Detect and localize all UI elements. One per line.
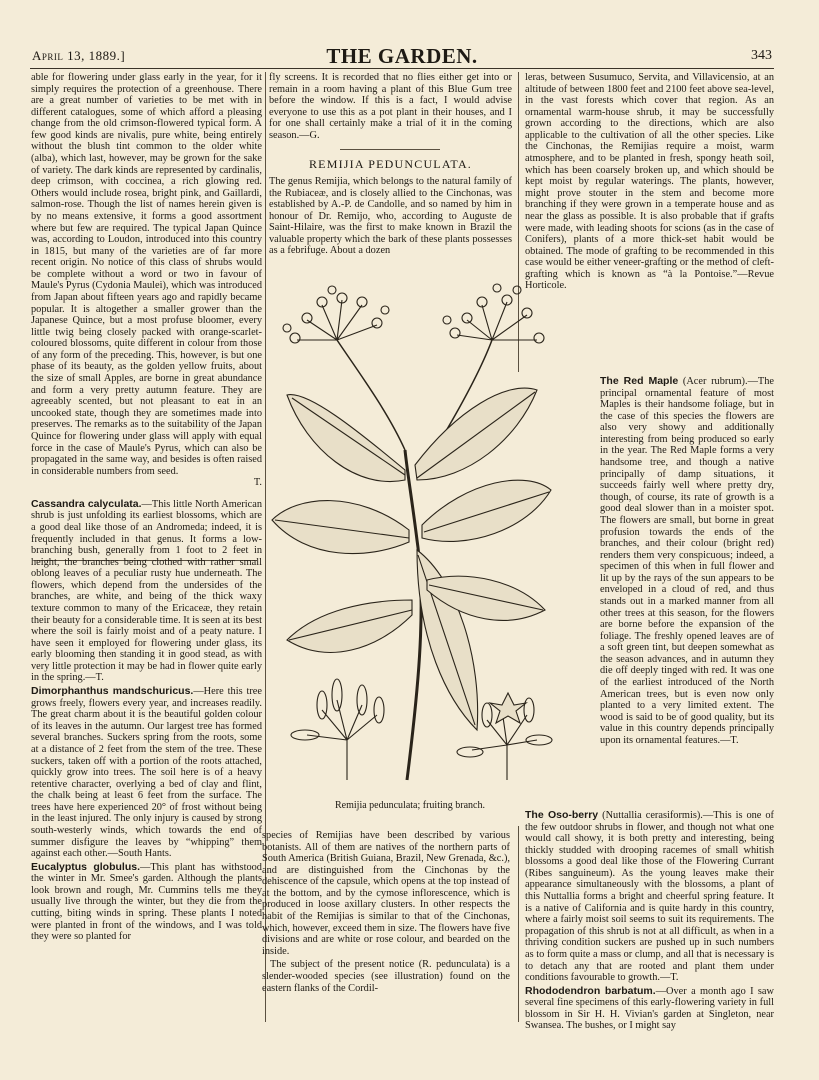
cassandra-heading: Cassandra calyculata. xyxy=(31,497,142,510)
page-number: 343 xyxy=(751,48,772,63)
column-divider-2b xyxy=(518,826,519,1022)
column-2-top xyxy=(269,72,512,144)
eucalyptus-continued: fly screens. It is recorded that no flies either get into or remain in a room having a plant of this Blue Gum tree before the window. If this is a fact, I would advise everyone to use this as a pot plant in their houses, and I for one shall certainly make a trial of it in the coming season.—G. xyxy=(269,72,512,141)
eucalyptus-article: Eucalyptus globulus.—This plant has withstood the winter in Mr. Smee's garden. Although the plants look brown and rough, Mr. Cummins tells me they usually live through the winter, but they die from the cutting, biting winds in spring. These plants I noted were planted in front of the windows, and I was told they were so planted for xyxy=(31,860,262,943)
oso-berry-heading: The Oso-berry xyxy=(525,809,599,821)
quince-article: able for flowering under glass early in the year, for it simply requires the protection of a greenhouse. There are a great number of varieties to be met with in different catalogues, some of which afford a pleasing change from the old crimson-flowered typical form. A few good kinds are nivalis, pure white, being entirely without the blush tint common to the older white (alba), which last, however, may be grown for the sake of variety. The dark kinds are represented by cardinalis, deep crimson, with coccinea, a rich glowing red. Others would include rosea, bright pink, and Gaillardi, salmon-rose. Though the list of names herein given is by no means extensive, it forms a good assortment where but few are required. The typical Japan Quince was, according to Loudon, introduced into this country in 1815, but many of the varieties are of far more recent origin. No notice of this class of shrubs would be complete without a word or two in favour of Maule's Pyrus (Cydonia Maulei), which was introduced from Japan about fifteen years ago and rapidly became popular. It is altogether a smaller grower than the Japanese Quince, but a most profuse bloomer, every little twig being closely packed with orange-scarlet-coloured blossoms, quite different in colour from those of any form of the preceding. This, however, is but one phase of its beauty, as the golden yellow fruits, about the size of small Apples, are borne in great abundance and form a very pretty autumn feature. They are agreeably scented, but not pleasant to eat in an uncooked state, though they are sometimes made into preserves. The remarks as to the suitability of the Japan Quince for flowering under glass will apply with equal force in the case of Maule's Pyrus, which can also be propagated in the same way, and besides is often raised in considerable numbers from seed. T. xyxy=(31,72,262,489)
right-flower-cluster xyxy=(443,284,544,343)
cassandra-article: Cassandra calyculata.—This little North American shrub is just unfolding its earliest blossoms, which are a good deal like those of an Andromeda; indeed, it is frequently included in that genus. It forms a low-branching bush, generally from 1 foot to 2 feet in height, the branches being clothed with rather small oblong leaves of a peculiar rusty hue underneath. The flowers, which depend from the undersides of the branches, are white, and being of the thick waxy texture common to many of the Ericaceæ, they retain their beauty for a considerable time. It is seen at its best where the soil is fairly moist and of a peaty nature. I have seen it employed for flowering under glass, its early blooming then standing it in good stead, as with very little protection it may be had in flower quite early in the spring.—T. xyxy=(31,497,263,684)
column-2-bottom xyxy=(262,830,510,1018)
rhododendron-text: Rhododendron barbatum.—Over a month ago I saw several fine specimens of this early-flowering variety in full blossom in Sir H. H. Vivian's garden at Singleton, near Swansea. The bushes, or I might say xyxy=(525,984,774,1032)
journal-title: THE GARDEN. xyxy=(326,44,478,68)
section-title: REMIJIA PEDUNCULATA. xyxy=(308,157,473,171)
header-rule xyxy=(30,68,774,69)
fruit-sprig-left xyxy=(291,679,384,780)
remijia-subject: The subject of the present notice (R. pedunculata) is a slender-wooded species (see illustration) found on the eastern flanks of the Cordil- xyxy=(262,959,510,994)
rhododendron-heading: Rhododendron barbatum. xyxy=(525,984,656,997)
signature: T. xyxy=(253,477,262,489)
remijia-continued: leras, between Susumuco, Servita, and Villavicensio, at an altitude of between 1800 feet and 2100 feet above sea-level, in the vast forests which cover that region. As an ornamental warm-house shrub, it may be successfully grown according to the directions, which are also applicable to the cultivation of all the other species. Like the Cinchonas, the Remijias require a moist, warm atmosphere, and to be planted in fresh, spongy heath soil, which has been coarsely broken up, and which should be kept moist by regular waterings. The plants, however, might prove stouter in the stem and become more branching if they were grown in a temperate house and as near the glass as possible. It is also probable that if grafts were made, with leading shoots for scions (as in the case of Conifers), plants of a more thick-set habit would be obtained. The mode of grafting to be recommended in this case would be either veneer-grafting or the method of cleft-grafting which is known as “à la Pontoise.”—Revue Horticole. xyxy=(525,72,774,292)
column-3-bottom xyxy=(525,809,774,1032)
issue-date: April 13, 1889.] xyxy=(32,48,126,63)
remijia-intro-text: The genus Remijia, which belongs to the natural family of the Rubiaceæ, and is closely allied to the Cinchonas, was established by A.-P. de Candolle, and so named by him in honour of Dr. Remijo, who, according to Auguste de Saint-Hilaire, was the first to make known in Brazil the valuable property which the bark of these plants possesses as a febrifuge. About a dozen xyxy=(269,176,512,257)
column-1 xyxy=(31,72,262,1012)
left-flower-cluster xyxy=(283,286,389,343)
red-maple-text: The Red Maple (Acer rubrum).—The principal ornamental feature of most Maples is their handsome foliage, but in the case of this species the flowers are also very showy and additionally interesting from being produced so early in the year. The Red Maple forms a very handsome tree, and though a native principally of damp situations, it succeeds fairly well where pretty dry, though, of course, its rate of growth is a good deal slower than in a moister spot. The flowers are small, but borne in great profusion towards the ends of the branches, and their colour (bright red) renders them very conspicuous; indeed, a specimen of this when in full flower and lit up by the rays of the sun appears to be enveloped in a cloud of red, and thus stands out in a marked manner from all other trees at this season, for the flowers are borne before the expansion of the foliage. The freshly opened leaves are of a soft green tint, but deepen somewhat as the season advances, and in autumn they die off deeply tinged with red. It was one of the earliest introduced of the North American trees, but is even now only planted to a very limited extent. The wood is said to be of good quality, but its value in this country depends principally upon its ornamental features.—T. xyxy=(600,375,774,746)
page-header xyxy=(32,44,772,70)
dimorphanthus-heading: Dimorphanthus mandschuricus. xyxy=(31,685,194,698)
red-maple-article xyxy=(600,376,774,809)
article-rule-2 xyxy=(340,149,440,150)
remijia-description: species of Remijias have been described by various botanists. All of them are natives of the northern parts of South America (British Guiana, Brazil, New Grenada, &c.), and are distinguished from the Cinchonas by the dehiscence of the capsule, which opens at the top instead of at the bottom, and by the cymose inflorescence, which is produced in loose axillary clusters. In other respects the habit of the Remijias is similar to that of the Cinchonas, which, however, exceed them in size. The flowers have five divisions and are white or rose colour, and bearded on the inside. xyxy=(262,830,510,957)
remijia-intro xyxy=(269,176,512,276)
column-3-top xyxy=(525,72,774,372)
eucalyptus-heading: Eucalyptus globulus. xyxy=(31,860,140,873)
remijia-illustration xyxy=(267,280,551,800)
oso-berry-text: The Oso-berry (Nuttallia cerasiformis).—This is one of the few outdoor shrubs in flower, and though not what one would call showy, it is both pretty and interesting, being thickly studded with drooping racemes of small whitish blossoms a good deal like those of the Flowering Currant (Ribes sanguineum). As the young leaves make their appearance simultaneously with the blossoms, a plant of this Nuttallia forms a bright and cheerful spring feature. It is a native of California and is quite hardy in this country, where a fairly moist soil seems to suit its requirements. The propagation of this shrub is not at all difficult, as when in a thriving condition suckers are pushed up in such numbers as to form quite a mass or clump, and all that is necessary is to detach any that are rooted and plant them under conditions favourable to growth.—T. xyxy=(525,809,774,984)
figure-caption: Remijia pedunculata; fruiting branch. xyxy=(335,800,485,811)
red-maple-heading: The Red Maple xyxy=(600,375,679,387)
dimorphanthus-article: Dimorphanthus mandschuricus.—Here this tree grows freely, flowers every year, and increases readily. The great charm about it is the beautiful golden colour of its leaves in the autumn. Our largest tree has formed several branches. Suckers spring from the roots, some at a distance of 2 feet from the stem of the tree. These suckers, taken off with a portion of the roots attached, quickly grow into trees. The soil here is of a heavy retentive character, overlying a bed of clay and flint, the chalk being at least 6 feet from the surface. The trees have here experienced 20° of frost without being in the least injured. The only injury is caused by strong south-westerly winds, which towards the end of summer disfigure the leaves by “whipping” them against each other.—South Hants. xyxy=(31,685,262,860)
